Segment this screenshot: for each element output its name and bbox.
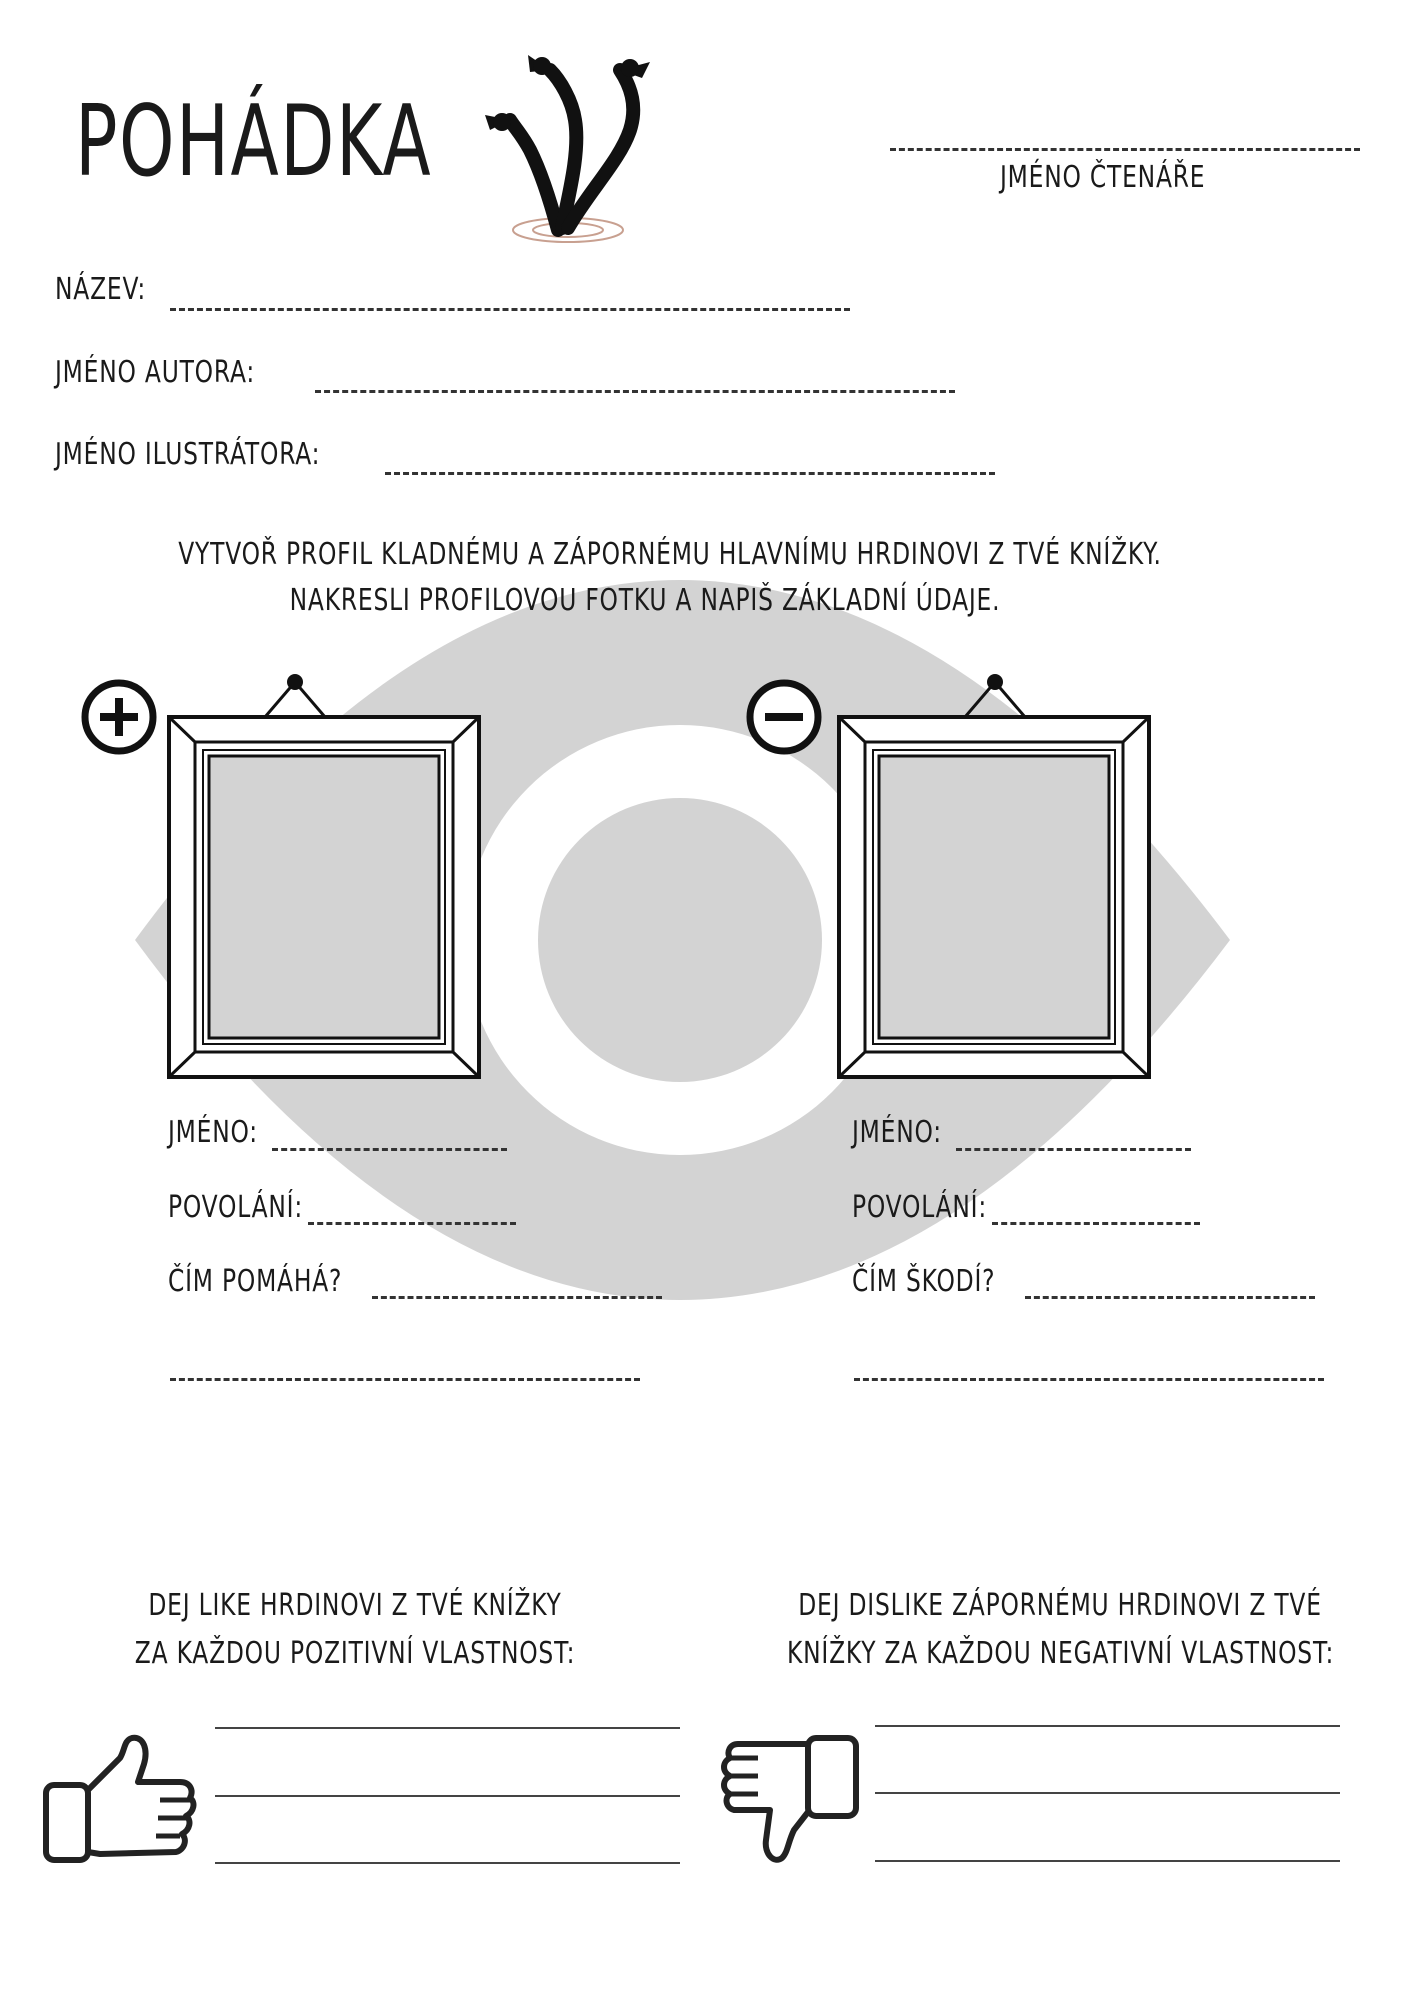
dislike-line-2[interactable] (875, 1792, 1340, 1794)
positive-hero-photo-frame[interactable] (165, 672, 485, 1082)
thumbs-down-icon (708, 1730, 868, 1870)
plus-circle-icon (80, 678, 158, 756)
positive-question-line[interactable] (372, 1296, 662, 1299)
page-title: POHÁDKA (75, 85, 433, 199)
author-label: JMÉNO AUTORA: (55, 355, 256, 390)
author-line[interactable] (315, 390, 955, 393)
positive-name-label: JMÉNO: (168, 1115, 258, 1150)
positive-name-line[interactable] (272, 1148, 507, 1151)
illustrator-label: JMÉNO ILUSTRÁTORA: (55, 437, 321, 472)
negative-job-line[interactable] (992, 1222, 1200, 1225)
reader-name-label: JMÉNO ČTENÁŘE (1000, 160, 1206, 195)
negative-question-line[interactable] (1025, 1296, 1315, 1299)
instruction-line-2: NAKRESLI PROFILOVOU FOTKU A NAPIŠ ZÁKLADNÍ ÚDAJE. (289, 583, 1001, 618)
negative-extra-line[interactable] (854, 1378, 1324, 1381)
book-title-line[interactable] (170, 308, 850, 311)
positive-extra-line[interactable] (170, 1378, 640, 1381)
dislike-line-3[interactable] (875, 1860, 1340, 1862)
book-title-label: NÁZEV: (55, 272, 146, 307)
dragon-icon (480, 40, 680, 245)
negative-job-label: POVOLÁNÍ: (852, 1190, 988, 1225)
instruction-line-1: VYTVOŘ PROFIL KLADNÉMU A ZÁPORNÉMU HLAVNÍMU HRDINOVI Z TVÉ KNÍŽKY. (178, 537, 1162, 572)
negative-question-label: ČÍM ŠKODÍ? (852, 1264, 996, 1299)
illustrator-line[interactable] (385, 472, 995, 475)
like-instruction-line-2: ZA KAŽDOU POZITIVNÍ VLASTNOST: (134, 1636, 576, 1671)
dislike-instruction-line-2: KNÍŽKY ZA KAŽDOU NEGATIVNÍ VLASTNOST: (787, 1636, 1335, 1671)
like-line-2[interactable] (215, 1795, 680, 1797)
like-line-3[interactable] (215, 1862, 680, 1864)
positive-job-label: POVOLÁNÍ: (168, 1190, 304, 1225)
negative-hero-photo-frame[interactable] (835, 672, 1155, 1082)
negative-name-line[interactable] (956, 1148, 1191, 1151)
negative-name-label: JMÉNO: (852, 1115, 942, 1150)
dislike-instruction-line-1: DEJ DISLIKE ZÁPORNÉMU HRDINOVI Z TVÉ (798, 1588, 1322, 1623)
positive-job-line[interactable] (308, 1222, 516, 1225)
thumbs-up-icon (40, 1730, 200, 1870)
like-line-1[interactable] (215, 1727, 680, 1729)
minus-circle-icon (745, 678, 823, 756)
positive-question-label: ČÍM POMÁHÁ? (168, 1264, 343, 1299)
dislike-line-1[interactable] (875, 1725, 1340, 1727)
reader-name-line[interactable] (890, 148, 1360, 151)
like-instruction-line-1: DEJ LIKE HRDINOVI Z TVÉ KNÍŽKY (148, 1588, 562, 1623)
